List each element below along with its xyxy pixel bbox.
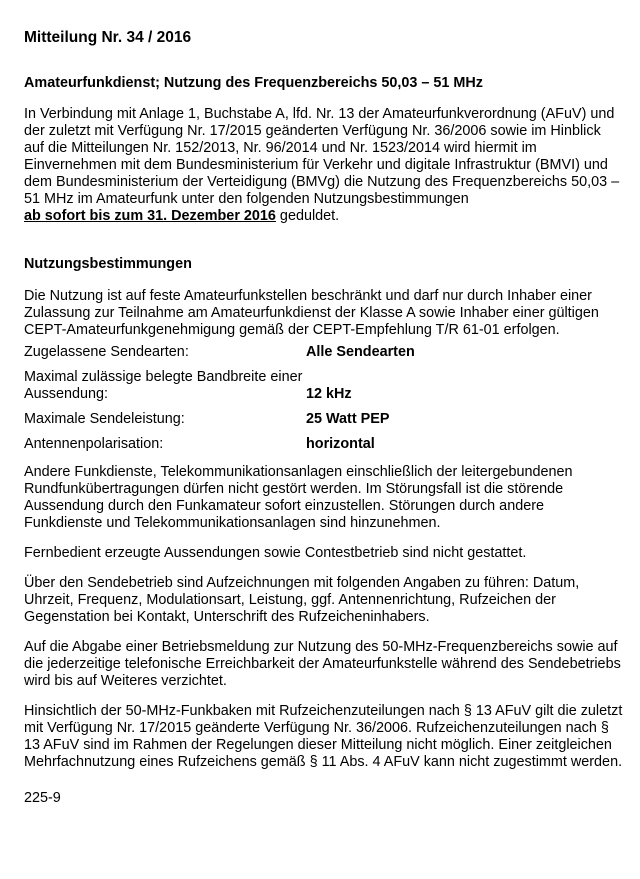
body-paragraph: Auf die Abgabe einer Betriebsmeldung zur Nutzung des 50-MHz-Frequenzbereichs sowie auf die jederzeitige telefonische Erreichbarkeit der Amateurfunkstelle während des Sendebetriebs wird bis auf Weiteres verzichtet. xyxy=(24,639,621,689)
page-title: Mitteilung Nr. 34 / 2016 xyxy=(24,29,192,46)
spec-value: 25 Watt PEP xyxy=(306,411,390,427)
spec-value: horizontal xyxy=(306,436,375,452)
spec-value: Alle Sendearten xyxy=(306,344,415,360)
spec-label: Maximal zulässige belegte Bandbreite einer Aussendung: xyxy=(24,369,303,402)
intro-paragraph xyxy=(24,106,624,225)
spec-row xyxy=(24,403,624,428)
intro-text: In Verbindung mit Anlage 1, Buchstabe A, lfd. Nr. 13 der Amateurfunkverordnung (AFuV) und der zuletzt mit Verfügung Nr. 17/2015 geänderten Verfügung Nr. 36/2006 sowie im Hinblick auf die Mitteilungen Nr. 152/2013, Nr. 96/2014 und Nr. 1523/2014 wird hiermit im Einvernehmen mit dem Bundesministerium für Verkehr und digitale Infrastruktur (BMVI) und dem Bundesministerium der Verteidigung (BMVg) die Nutzung des Frequenzbereichs 50,03 – 51 MHz im Amateurfunk unter den folgenden Nutzungsbestimmungen xyxy=(24,106,620,207)
spec-row xyxy=(24,361,624,403)
document-number: 225-9 xyxy=(24,790,61,806)
body-paragraph: Fernbedient erzeugte Aussendungen sowie Contestbetrieb sind nicht gestattet. xyxy=(24,545,527,561)
intro-highlight: ab sofort bis zum 31. Dezember 2016 xyxy=(24,208,276,224)
body-paragraph: Andere Funkdienste, Telekommunikationsanlagen einschließlich der leitergebundenen Rundfunkübertragungen dürfen nicht gestört werden. Im Störungsfall ist die störende Aussendung durch den Funkamateur sofort einzustellen. Störungen durch andere Funkdienste und Telekommunikationsanlagen sind hinzunehmen. xyxy=(24,464,573,531)
spec-label: Zugelassene Sendearten: xyxy=(24,344,189,360)
document-page xyxy=(24,22,624,807)
spec-table xyxy=(24,340,624,453)
document-subtitle: Amateurfunkdienst; Nutzung des Frequenzbereichs 50,03 – 51 MHz xyxy=(24,75,484,91)
intro-end: geduldet. xyxy=(275,208,340,224)
section-heading: Nutzungsbestimmungen xyxy=(24,256,192,272)
body-paragraph: Über den Sendebetrieb sind Aufzeichnungen mit folgenden Angaben zu führen: Datum, Uhrzeit, Frequenz, Modulationsart, Leistung, ggf. Antennenrichtung, Rufzeichen der Gegenstation bei Kontakt, Unterschrift des Rufzeicheninhabers. xyxy=(24,575,580,625)
spec-label: Maximale Sendeleistung: xyxy=(24,411,185,427)
spec-row xyxy=(24,428,624,453)
spec-row xyxy=(24,340,624,361)
spec-value: 12 kHz xyxy=(306,386,352,402)
usage-paragraph: Die Nutzung ist auf feste Amateurfunkstellen beschränkt und darf nur durch Inhaber einer Zulassung zur Teilnahme am Amateurfunkdienst der Klasse A sowie Inhaber einer gültigen CEPT-Amateurfunkgenehmigung gemäß der CEPT-Empfehlung T/R 61-01 erfolgen. xyxy=(24,288,599,338)
spec-label: Antennenpolarisation: xyxy=(24,436,164,452)
body-paragraph: Hinsichtlich der 50-MHz-Funkbaken mit Rufzeichenzuteilungen nach § 13 AFuV gilt die zuletzt mit Verfügung Nr. 17/2015 geänderte Verfügung Nr. 36/2006. Rufzeichenzuteilungen nach § 13 AFuV sind im Rahmen der Regelungen dieser Mitteilung nicht möglich. Einer zeitgleichen Mehrfachnutzung eines Rufzeichens gemäß § 11 Abs. 4 AFuV kann nicht zugestimmt werden. xyxy=(24,703,623,770)
